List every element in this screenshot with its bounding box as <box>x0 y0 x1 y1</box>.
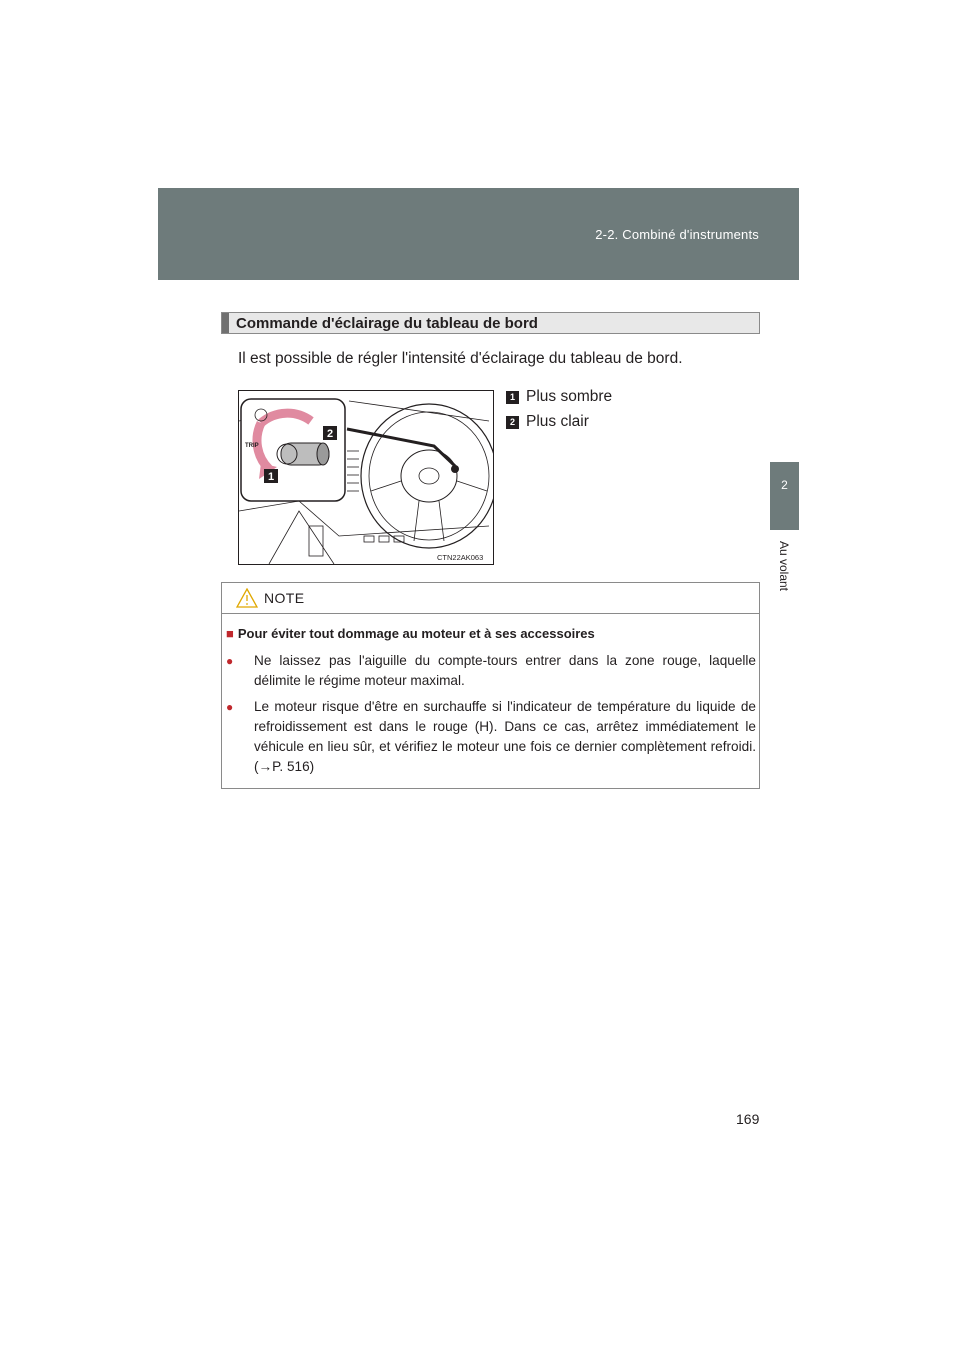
callout-1: 1 <box>267 471 275 483</box>
section-heading <box>221 312 760 334</box>
note-bullet <box>226 651 756 691</box>
warning-triangle-icon <box>236 588 258 608</box>
legend-item-darker <box>506 388 612 406</box>
legend-item-brighter <box>506 413 589 431</box>
figure-code: CTN22AK063 <box>437 553 484 562</box>
note-bullet-text: Ne laissez pas l'aiguille du compte-tours entrer dans la zone rouge, laquelle délimite le régime moteur maximal. <box>254 653 756 688</box>
note-bullet-text: Le moteur risque d'être en surchauffe si l'indicateur de température du liquide de refroidissement est dans le rouge (H). Dans ce cas, arrêtez immédiatement le véhicule en lieu sûr, et vérifiez le moteur une fois ce dernier complètement refroidi. (→P. 516) <box>254 699 756 774</box>
note-topic <box>226 626 595 641</box>
section-intro: Il est possible de régler l'intensité d'éclairage du tableau de bord. <box>238 350 683 367</box>
heading-accent-bar <box>222 313 229 333</box>
note-header <box>222 583 759 614</box>
chapter-side-label-text: Au volant <box>777 540 791 592</box>
note-box <box>221 582 760 789</box>
note-bullet <box>226 697 756 777</box>
chapter-side-tab <box>770 462 799 530</box>
bullet-dot-icon: ● <box>226 654 234 668</box>
note-topic-text: Pour éviter tout dommage au moteur et à ses accessoires <box>237 626 595 641</box>
topic-square-icon: ■ <box>226 626 234 641</box>
legend-badge-2: 2 <box>506 416 519 429</box>
chapter-number: 2 <box>781 478 788 492</box>
page-number: 169 <box>736 1111 760 1127</box>
note-label: NOTE <box>264 590 305 606</box>
dashboard-illustration <box>238 390 494 565</box>
legend-badge-1: 1 <box>506 391 519 404</box>
callout-2: 2 <box>326 428 334 440</box>
legend-text-1: Plus sombre <box>526 388 613 405</box>
legend-text-2: Plus clair <box>526 413 589 430</box>
section-heading-title: Commande d'éclairage du tableau de bord <box>236 315 538 332</box>
dashboard-drawing <box>239 391 493 564</box>
trip-label: TRIP <box>245 443 259 449</box>
chapter-section-title: 2-2. Combiné d'instruments <box>595 227 759 242</box>
chapter-header-band <box>158 188 799 280</box>
bullet-dot-icon: ● <box>226 700 234 714</box>
